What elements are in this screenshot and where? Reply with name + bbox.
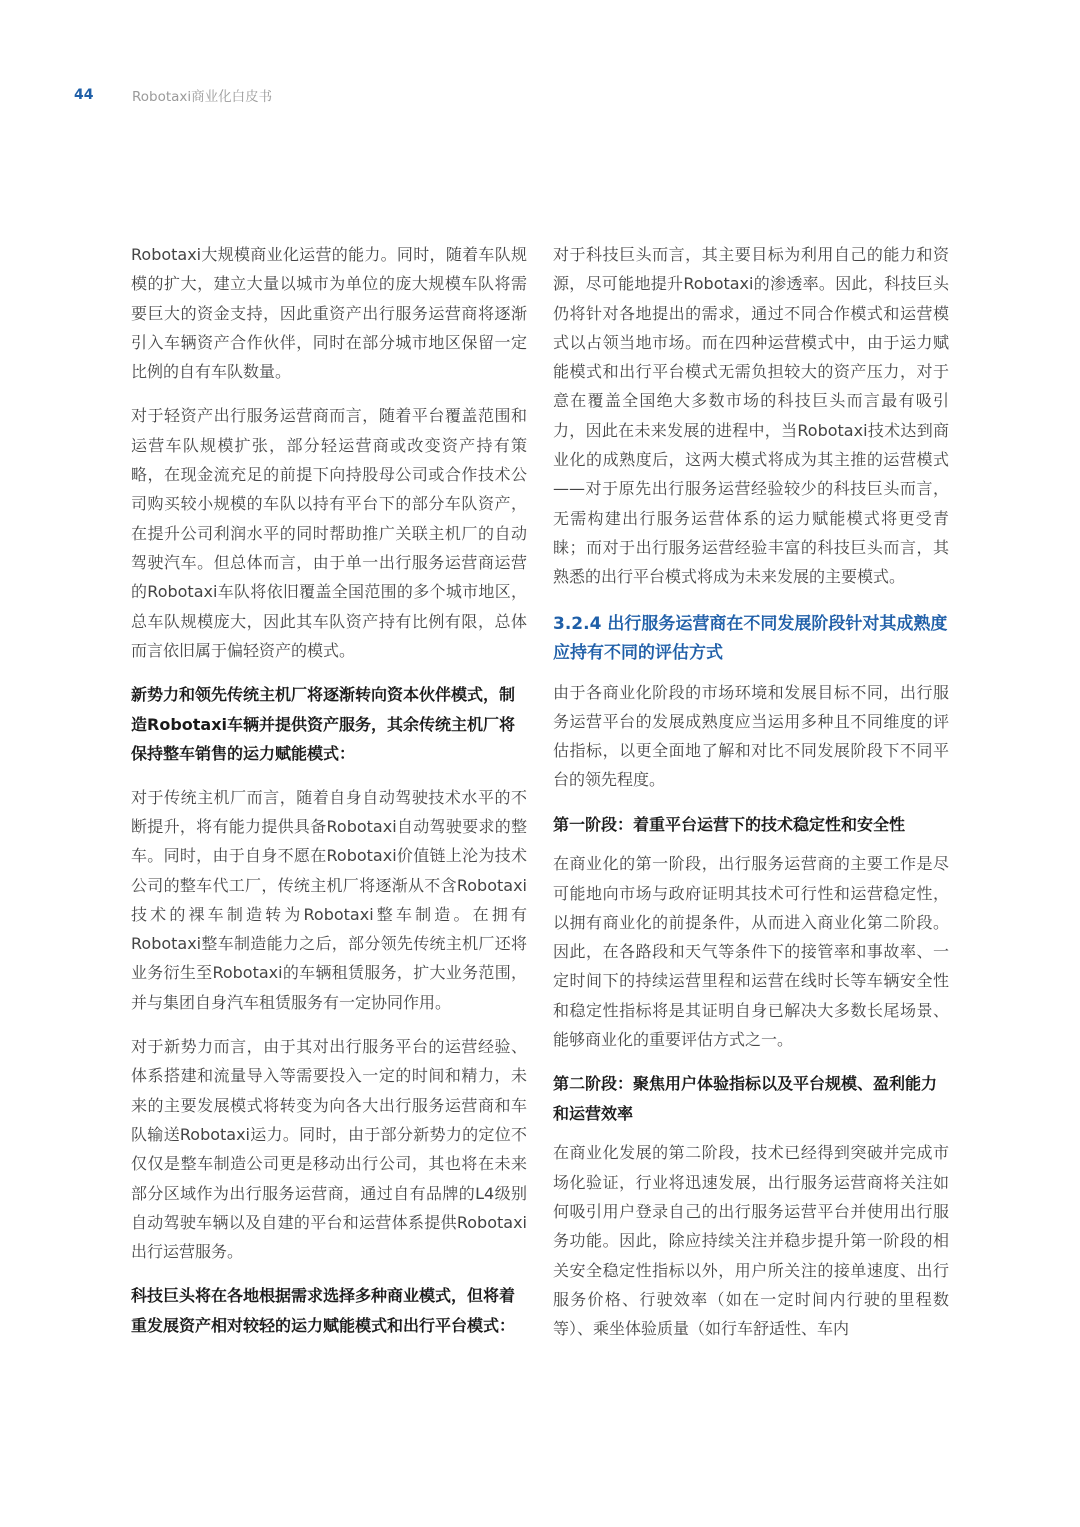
page-number: 44 bbox=[74, 87, 94, 103]
stage-one-heading: 第一阶段：着重平台运营下的技术稳定性和安全性 bbox=[553, 814, 906, 834]
running-title: Robotaxi商业化白皮书 bbox=[132, 89, 273, 105]
paragraph: 对于科技巨头而言，其主要目标为利用自己的能力和资源，尽可能地提升Robotaxi的渗透率。因此，科技巨头仍将针对各地提出的需求，通过不同合作模式和运营模式以占领当地市场。而在四种运营模式中，由于运力赋能模式和出行平台模式无需负担较大的资产压力，对于意在覆盖全国绝大多数市场的科技巨头而言最有吸引力，因此在未来发展的进程中，当Robotaxi技术达到商业化的成熟度后，这两大模式将成为其主推的运营模式——对于原先出行服务运营经验较少的科技巨头而言，无需构建出行服务运营体系的运力赋能模式将更受青睐；而对于出行服务运营经验丰富的科技巨头而言，其熟悉的出行平台模式将成为未来发展的主要模式。 bbox=[553, 245, 949, 587]
paragraph: 对于传统主机厂而言，随着自身自动驾驶技术水平的不断提升，将有能力提供具备Robotaxi自动驾驶要求的整车。同时，由于自身不愿在Robotaxi价值链上沦为技术公司的整车代工厂，传统主机厂将逐渐从不含Robotaxi技术的裸车制造转为Robotaxi整车制造。在拥有Robotaxi整车制造能力之后，部分领先传统主机厂还将业务衍生至Robotaxi的车辆租赁服务，扩大业务范围，并与集团自身汽车租赁服务有一定协同作用。 bbox=[131, 787, 527, 1012]
left-column bbox=[131, 240, 527, 1354]
paragraph: 在商业化的第一阶段，出行服务运营商的主要工作是尽可能地向市场与政府证明其技术可行性和运营稳定性，以拥有商业化的前提条件，从而进入商业化第二阶段。因此，在各路段和天气等条件下的接管率和事故率、一定时间下的持续运营里程和运营在线时长等车辆安全性和稳定性指标将是其证明自身已解决大多数长尾场景、能够商业化的重要评估方式之一。 bbox=[553, 854, 949, 1050]
right-column bbox=[553, 240, 949, 1358]
section-heading: 3.2.4 出行服务运营商在不同发展阶段针对其成熟度应持有不同的评估方式 bbox=[553, 613, 948, 663]
bold-lead-paragraph: 新势力和领先传统主机厂将逐渐转向资本伙伴模式，制造Robotaxi车辆并提供资产服务，其余传统主机厂将保持整车销售的运力赋能模式： bbox=[131, 685, 516, 764]
paragraph: 对于新势力而言，由于其对出行服务平台的运营经验、体系搭建和流量导入等需要投入一定的时间和精力，未来的主要发展模式将转变为向各大出行服务运营商和车队输送Robotaxi运力。同时，由于部分新势力的定位不仅仅是整车制造公司更是移动出行公司，其也将在未来部分区域作为出行服务运营商，通过自有品牌的L4级别自动驾驶车辆以及自建的平台和运营体系提供Robotaxi出行运营服务。 bbox=[131, 1037, 527, 1262]
paragraph: Robotaxi大规模商业化运营的能力。同时，随着车队规模的扩大，建立大量以城市为单位的庞大规模车队将需要巨大的资金支持，因此重资产出行服务运营商将逐渐引入车辆资产合作伙伴，同时在部分城市地区保留一定比例的自有车队数量。 bbox=[131, 245, 527, 382]
stage-two-heading: 第二阶段：聚焦用户体验指标以及平台规模、盈利能力和运营效率 bbox=[553, 1074, 938, 1123]
page-header bbox=[74, 84, 272, 106]
paragraph: 在商业化发展的第二阶段，技术已经得到突破并完成市场化验证，行业将迅速发展，出行服务运营商将关注如何吸引用户登录自己的出行服务运营平台并使用出行服务功能。因此，除应持续关注并稳步提升第一阶段的相关安全稳定性指标以外，用户所关注的接单速度、出行服务价格、行驶效率（如在一定时间内行驶的里程数等）、乘坐体验质量（如行车舒适性、车内 bbox=[553, 1143, 949, 1339]
paragraph: 由于各商业化阶段的市场环境和发展目标不同，出行服务运营平台的发展成熟度应当运用多种且不同维度的评估指标，以更全面地了解和对比不同发展阶段下不同平台的领先程度。 bbox=[553, 682, 949, 790]
bold-lead-paragraph: 科技巨头将在各地根据需求选择多种商业模式，但将着重发展资产相对较轻的运力赋能模式和出行平台模式： bbox=[131, 1286, 516, 1335]
paragraph: 对于轻资产出行服务运营商而言，随着平台覆盖范围和运营车队规模扩张，部分轻运营商或改变资产持有策略，在现金流充足的前提下向持股母公司或合作技术公司购买较小规模的车队以持有平台下的部分车队资产，在提升公司利润水平的同时帮助推广关联主机厂的自动驾驶汽车。但总体而言，由于单一出行服务运营商运营的Robotaxi车队将依旧覆盖全国范围的多个城市地区，总车队规模庞大，因此其车队资产持有比例有限，总体而言依旧属于偏轻资产的模式。 bbox=[131, 406, 527, 660]
